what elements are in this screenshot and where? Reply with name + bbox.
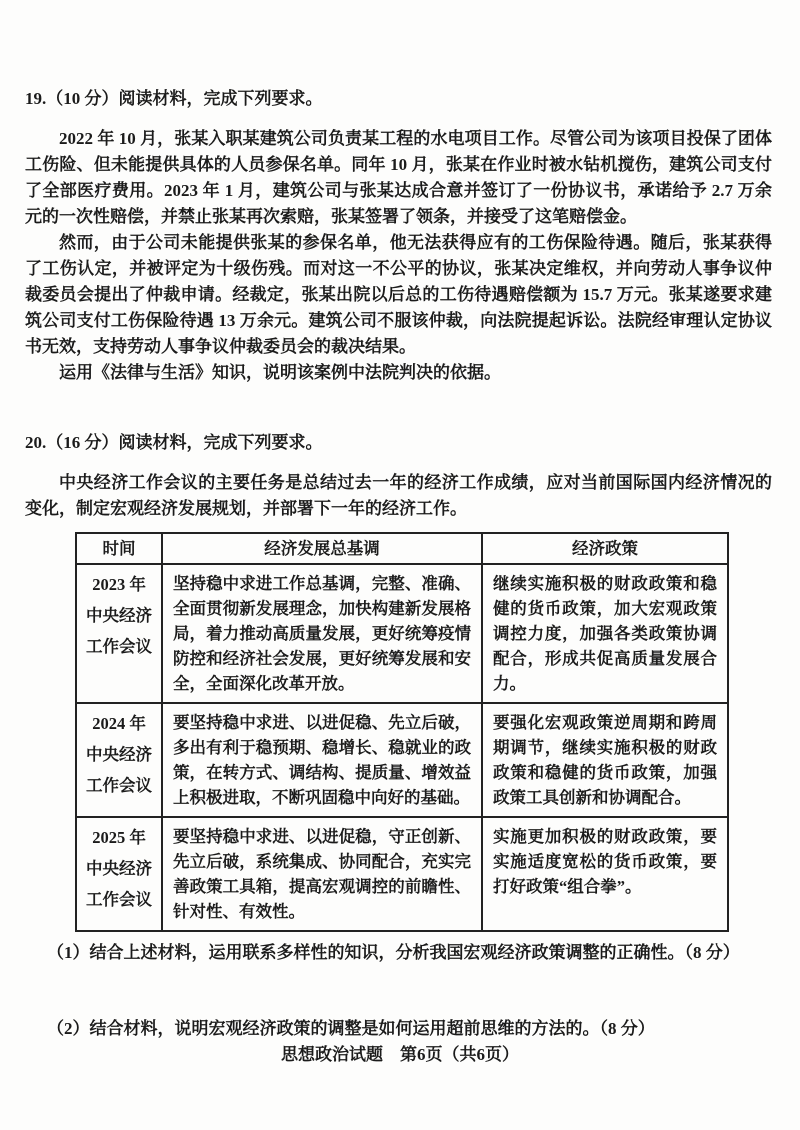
- question-20-intro-paragraph: 中央经济工作会议的主要任务是总结过去一年的经济工作成绩，应对当前国际国内经济情况的变化，制定宏观经济发展规划，并部署下一年的经济工作。: [25, 473, 772, 518]
- question-20-section: [25, 430, 772, 1042]
- page-footer: 思想政治试题 第6页（共6页）: [281, 1045, 519, 1064]
- cell-keynote-2025: 要坚持稳中求进、以进促稳，守正创新、先立后破，系统集成、协同配合，充实完善政策工具箱，提高宏观调控的前瞻性、针对性、有效性。: [162, 817, 482, 931]
- cell-time-2023: 2023 年中央经济工作会议: [76, 564, 162, 703]
- table-row-2025: [76, 817, 728, 931]
- cell-time-2024: 2024 年中央经济工作会议: [76, 703, 162, 817]
- question-19-heading: 19.（10 分）阅读材料，完成下列要求。: [25, 89, 323, 108]
- cell-keynote-2024: 要坚持稳中求进、以进促稳、先立后破，多出有利于稳预期、稳增长、稳就业的政策，在转方式、调结构、提质量、增效益上积极进取，不断巩固稳中向好的基础。: [162, 703, 482, 817]
- cell-time-2025: 2025 年中央经济工作会议: [76, 817, 162, 931]
- question-20-heading: 20.（16 分）阅读材料，完成下列要求。: [25, 433, 323, 452]
- economic-conference-table: [75, 532, 729, 932]
- cell-policy-2023: 继续实施积极的财政政策和稳健的货币政策，加大宏观政策调控力度，加强各类政策协调配合，形成共促高质量发展合力。: [482, 564, 728, 703]
- cell-policy-2024: 要强化宏观政策逆周期和跨周期调节，继续实施积极的财政政策和稳健的货币政策，加强政策工具创新和协调配合。: [482, 703, 728, 817]
- question-19-section: [25, 86, 772, 386]
- table-row-2023: [76, 564, 728, 703]
- header-cell-keynote: 经济发展总基调: [162, 533, 482, 564]
- header-cell-time: 时间: [76, 533, 162, 564]
- table-row-2024: [76, 703, 728, 817]
- cell-keynote-2023: 坚持稳中求进工作总基调，完整、准确、全面贯彻新发展理念，加快构建新发展格局，着力推动高质量发展，更好统筹疫情防控和经济社会发展，更好统筹发展和安全，全面深化改革开放。: [162, 564, 482, 703]
- question-19-task: 运用《法律与生活》知识，说明该案例中法院判决的依据。: [59, 363, 501, 382]
- header-cell-policy: 经济政策: [482, 533, 728, 564]
- question-19-material-paragraph-2: 然而，由于公司未能提供张某的参保名单，他无法获得应有的工伤保险待遇。随后，张某获得了工伤认定，并被评定为十级伤残。而对这一不公平的协议，张某决定维权，并向劳动人事争议仲裁委员会提出了仲裁申请。经裁定，张某出院以后总的工伤待遇赔偿额为 15.7 万元。张某遂要求建筑公司支付工伤保险待遇 13 万余元。建筑公司不服该仲裁，向法院提起诉讼。法院经审理认定协议书无效，支持劳动人事争议仲裁委员会的裁决结果。: [25, 233, 772, 356]
- question-19-material-paragraph-1: 2022 年 10 月，张某入职某建筑公司负责某工程的水电项目工作。尽管公司为该项目投保了团体工伤险、但未能提供具体的人员参保名单。同年 10 月，张某在作业时被水钻机搅伤，建筑公司支付了全部医疗费用。2023 年 1 月，建筑公司与张某达成合意并签订了一份协议书，承诺给予 2.7 万余元的一次性赔偿，并禁止张某再次索赔，张某签署了领条，并接受了这笔赔偿金。: [25, 129, 772, 226]
- table-header-row: [76, 533, 728, 564]
- question-20-sub-question-1: （1）结合上述材料，运用联系多样性的知识，分析我国宏观经济政策调整的正确性。（8 分）: [47, 943, 740, 962]
- question-20-sub-question-2: （2）结合材料，说明宏观经济政策的调整是如何运用超前思维的方法的。（8 分）: [47, 1019, 655, 1038]
- cell-policy-2025: 实施更加积极的财政政策，要实施适度宽松的货币政策，要打好政策“组合拳”。: [482, 817, 728, 931]
